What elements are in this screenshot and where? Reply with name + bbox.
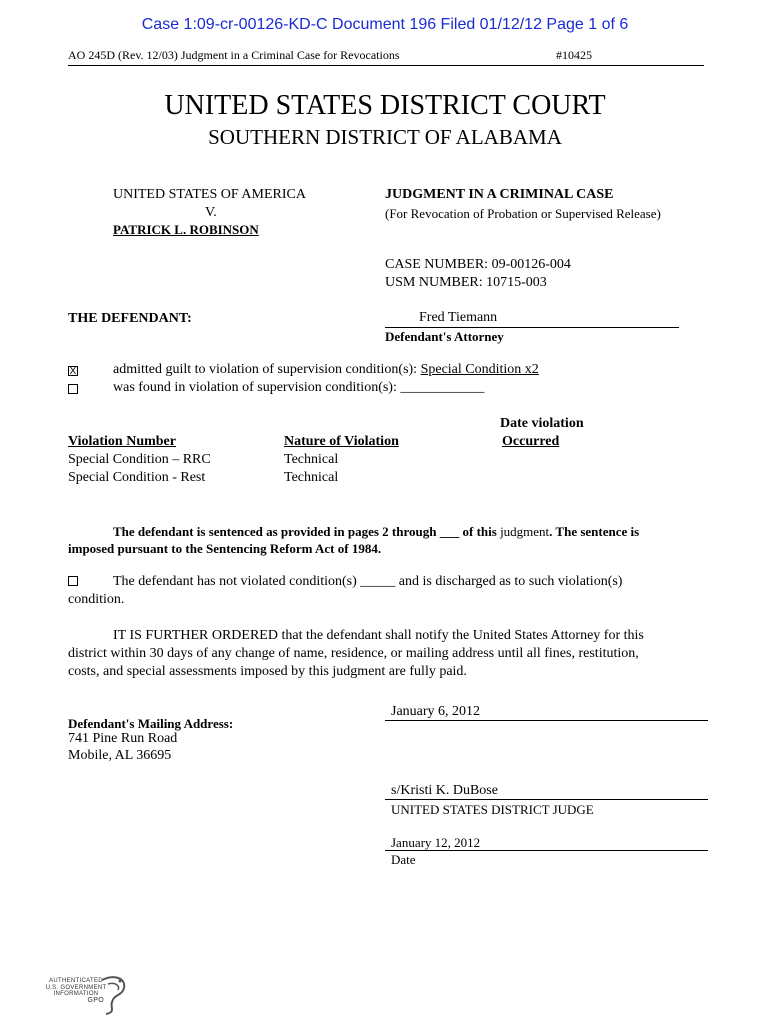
not-violated-checkbox[interactable] (68, 576, 78, 586)
col-date-header-line2: Occurred (502, 434, 560, 449)
sentence-line-1 (113, 524, 639, 540)
mailing-address-line-2: Mobile, AL 36695 (68, 748, 172, 763)
admitted-guilt-label: admitted guilt to violation of supervision condition(s): (113, 362, 421, 377)
signed-date-line (385, 850, 708, 851)
admitted-guilt-value: Special Condition x2 (420, 362, 539, 377)
violation-row-1-number: Special Condition – RRC (68, 452, 211, 467)
order-line-2: district within 30 days of any change of name, residence, or mailing address until all fines, restitution, (68, 646, 639, 661)
violation-row-1-nature: Technical (284, 452, 339, 467)
mailing-address-label: Defendant's Mailing Address: (68, 716, 234, 731)
seal-line-1: AUTHENTICATED (49, 978, 103, 984)
date-label: Date (391, 852, 416, 867)
defendant-name: PATRICK L. ROBINSON (113, 222, 259, 237)
defendant-label: THE DEFENDANT: (68, 311, 192, 326)
seal-line-3: INFORMATION (53, 991, 99, 997)
sentence-line-2: imposed pursuant to the Sentencing Reform Act of 1984. (68, 541, 382, 556)
signed-date: January 12, 2012 (391, 835, 481, 850)
judge-signature-line (385, 799, 708, 800)
admitted-guilt-text (113, 362, 539, 378)
case-number: CASE NUMBER: 09-00126-004 (385, 257, 571, 272)
violation-row-2-nature: Technical (284, 470, 339, 485)
violation-row-2-number: Special Condition - Rest (68, 470, 206, 485)
judge-title: UNITED STATES DISTRICT JUDGE (391, 802, 594, 817)
usm-number: USM NUMBER: 10715-003 (385, 275, 547, 290)
mailing-address-line-1: 741 Pine Run Road (68, 731, 178, 746)
found-violation-text: was found in violation of supervision condition(s): ____________ (113, 380, 485, 395)
judgment-title: JUDGMENT IN A CRIMINAL CASE (385, 187, 614, 202)
sentence-line-1c: . The sentence is (549, 524, 640, 539)
header-rule (68, 65, 704, 66)
not-violated-line-2: condition. (68, 592, 125, 607)
order-line-1: IT IS FURTHER ORDERED that the defendant shall notify the United States Attorney for this (113, 628, 644, 643)
attorney-label: Defendant's Attorney (385, 329, 504, 344)
form-number: #10425 (556, 48, 592, 62)
col-date-header-line1: Date violation (500, 416, 584, 431)
plaintiff: UNITED STATES OF AMERICA (113, 187, 306, 202)
filing-stamp: Case 1:09-cr-00126-KD-C Document 196 Filed 01/12/12 Page 1 of 6 (141, 16, 629, 33)
attorney-signature-line (385, 327, 679, 328)
judge-signature: s/Kristi K. DuBose (391, 783, 498, 798)
attorney-name: Fred Tiemann (419, 310, 498, 325)
found-violation-checkbox[interactable] (68, 384, 78, 394)
col-violation-number-header: Violation Number (68, 434, 176, 449)
court-name: UNITED STATES DISTRICT COURT (164, 90, 606, 121)
imposition-date-line (385, 720, 708, 721)
form-identifier: AO 245D (Rev. 12/03) Judgment in a Criminal Case for Revocations (68, 48, 400, 62)
gpo-authentication-seal (44, 972, 134, 1016)
seal-line-2: U.S. GOVERNMENT (45, 984, 107, 991)
sentence-line-1b: judgment (500, 524, 550, 539)
not-violated-line-1: The defendant has not violated condition(s) _____ and is discharged as to such violation(s) (113, 574, 623, 589)
seal-line-4: GPO (87, 996, 104, 1004)
admitted-guilt-checkbox[interactable]: X (69, 366, 77, 377)
order-line-3: costs, and special assessments imposed by this judgment are fully paid. (68, 664, 467, 679)
imposition-date: January 6, 2012 (391, 704, 481, 719)
court-district: SOUTHERN DISTRICT OF ALABAMA (208, 125, 562, 149)
judgment-subtitle: (For Revocation of Probation or Supervised Release) (385, 206, 661, 221)
sentence-line-1a: The defendant is sentenced as provided in pages 2 through ___ of this (113, 524, 501, 539)
col-nature-header: Nature of Violation (284, 434, 399, 449)
versus: V. (205, 205, 217, 220)
